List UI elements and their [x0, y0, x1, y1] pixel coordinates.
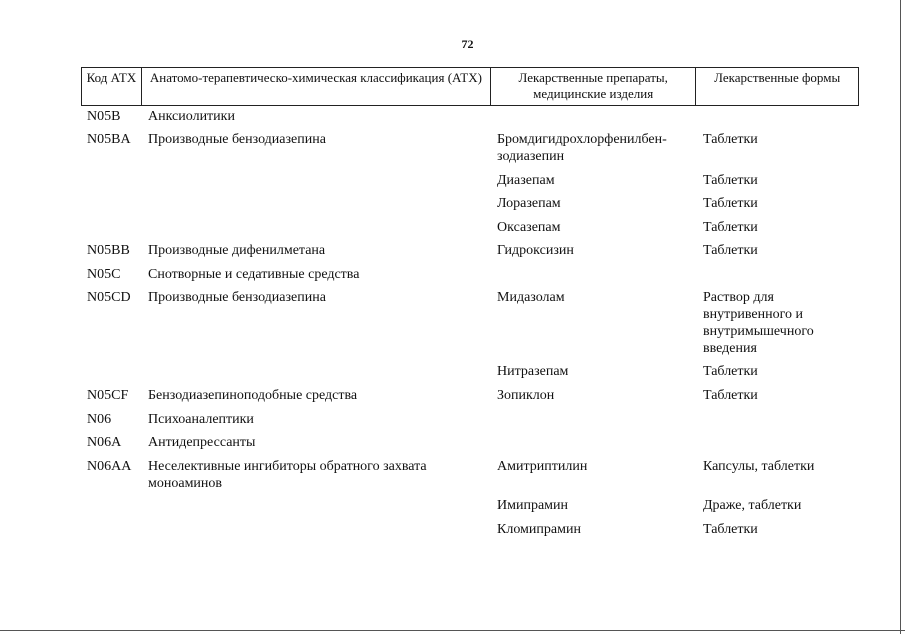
atc-code: N05BB: [87, 243, 130, 258]
drug-name: Гидроксизин: [497, 243, 574, 258]
page-edge-right: [900, 0, 901, 634]
atc-code: N05C: [87, 267, 121, 282]
dosage-form: Таблетки: [703, 388, 758, 403]
dosage-form: Таблетки: [703, 243, 758, 258]
dosage-form: Таблетки: [703, 220, 758, 235]
drug-name: Мидазолам: [497, 290, 565, 305]
drug-name: Диазепам: [497, 173, 555, 188]
atc-classification: Производные дифенилметана: [148, 243, 326, 258]
atc-classification: Производные бензодиазепина: [148, 132, 326, 147]
atc-code: N05CD: [87, 290, 131, 305]
atc-code: N06AA: [87, 459, 132, 474]
atc-code: N06A: [87, 435, 122, 450]
atc-classification: Анксиолитики: [148, 109, 235, 124]
page-edge-bottom: [0, 630, 905, 631]
drug-name: Амитриптилин: [497, 459, 588, 474]
dosage-form: Раствор для внутривенного и внутримышечного введения: [703, 290, 814, 356]
drug-name: Оксазепам: [497, 220, 561, 235]
drug-name: Нитразепам: [497, 364, 569, 379]
dosage-form: Таблетки: [703, 196, 758, 211]
atc-classification: Антидепрессанты: [148, 435, 256, 450]
header-classification: Анатомо-терапевтическо-химическая классификация (АТХ): [142, 68, 491, 105]
atc-classification: Производные бензодиазепина: [148, 290, 326, 305]
header-code: Код АТХ: [82, 68, 142, 105]
atc-code: N05B: [87, 109, 121, 124]
dosage-form: Таблетки: [703, 522, 758, 537]
drug-name: Имипрамин: [497, 498, 569, 513]
dosage-form: Таблетки: [703, 132, 758, 147]
page-number: 72: [461, 37, 474, 51]
dosage-form: Таблетки: [703, 364, 758, 379]
header-drugs: Лекарственные препараты, медицинские изделия: [491, 68, 696, 105]
atc-code: N06: [87, 412, 112, 427]
drug-name: Кломипрамин: [497, 522, 581, 537]
dosage-form: Таблетки: [703, 173, 758, 188]
dosage-form: Драже, таблетки: [703, 498, 802, 513]
drug-name: Бромдигидрохлорфенилбен-зодиазепин: [497, 132, 667, 164]
atc-code: N05BA: [87, 132, 131, 147]
atc-classification: Неселективные ингибиторы обратного захвата моноаминов: [148, 459, 427, 491]
atc-code: N05CF: [87, 388, 129, 403]
table-header: [81, 67, 859, 106]
atc-classification: Снотворные и седативные средства: [148, 267, 360, 282]
drug-name: Зопиклон: [497, 388, 555, 403]
header-forms: Лекарственные формы: [714, 70, 841, 85]
atc-classification: Психоаналептики: [148, 412, 254, 427]
atc-classification: Бензодиазепиноподобные средства: [148, 388, 358, 403]
dosage-form: Капсулы, таблетки: [703, 459, 815, 474]
drug-name: Лоразепам: [497, 196, 561, 211]
